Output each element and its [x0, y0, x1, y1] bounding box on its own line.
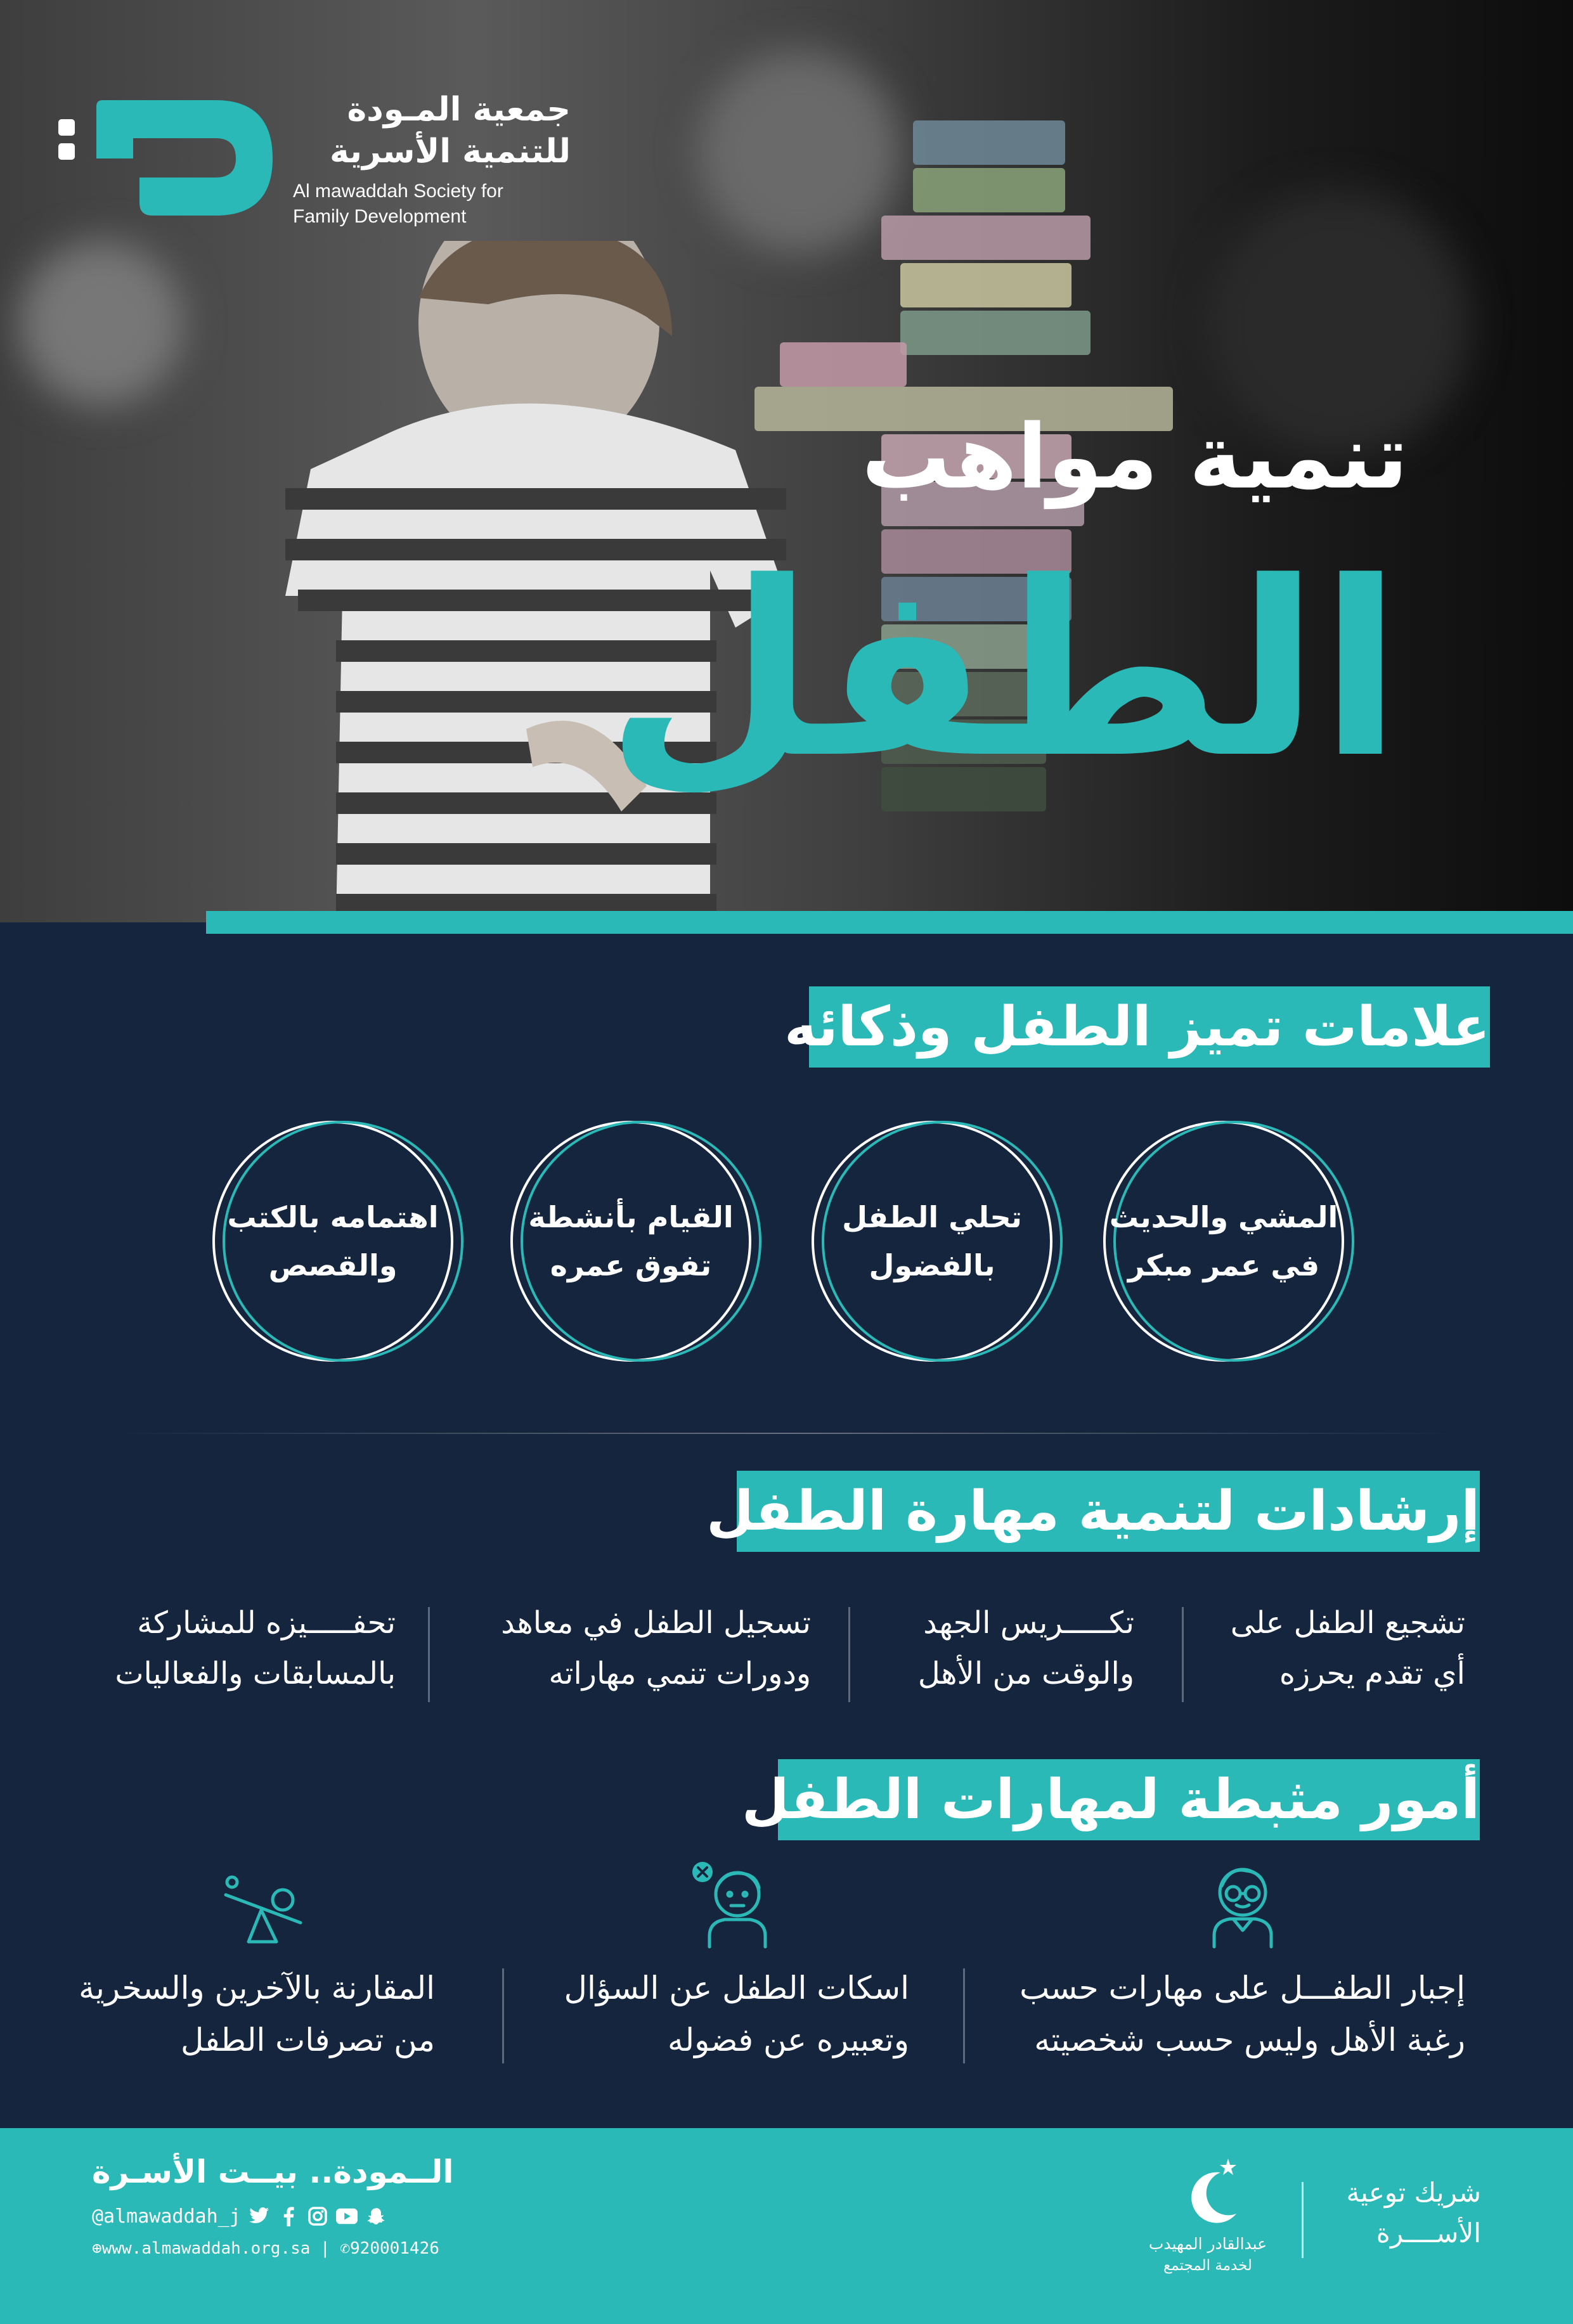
column-separator	[502, 1968, 504, 2063]
sign-line1: تحلي الطفل	[842, 1200, 1022, 1234]
guidance-line2: أي تقدم يحرزه	[1279, 1656, 1465, 1691]
sign-circle	[510, 1121, 764, 1362]
partner-name: عبدالقادر المهيدب	[1148, 2235, 1267, 2253]
youtube-icon[interactable]	[336, 2205, 358, 2227]
discouraging-item	[1020, 1962, 1465, 2066]
guidance-item	[501, 1598, 811, 1699]
sign-text	[510, 1121, 751, 1362]
section-divider	[114, 1433, 1458, 1434]
snapchat-icon[interactable]	[365, 2205, 387, 2227]
sign-line2: والقصص	[268, 1248, 398, 1282]
sign-circle	[1103, 1121, 1357, 1362]
column-separator	[1182, 1607, 1184, 1702]
column-separator	[848, 1607, 850, 1702]
sign-circle	[812, 1121, 1065, 1362]
hero-title: الطفل	[605, 530, 1402, 811]
signs-heading: علامات تميز الطفل وذكائه	[809, 986, 1490, 1068]
guidance-line1: تكـــــريس الجهد	[923, 1605, 1134, 1641]
separator: |	[320, 2239, 340, 2258]
discouraging-item	[79, 1962, 435, 2066]
discouraging-heading: أمور مثبطة لمهارات الطفل	[778, 1759, 1480, 1840]
accent-bar	[206, 911, 1573, 934]
discouraging-line2: وتعبيره عن فضوله	[668, 2022, 909, 2058]
sign-line2: تفوق عمره	[550, 1248, 712, 1282]
footer	[0, 2128, 1573, 2324]
twitter-icon[interactable]	[249, 2205, 270, 2227]
guidance-heading: إرشادات لتنمية مهارة الطفل	[737, 1471, 1480, 1552]
hero-subtitle: تنمية مواهب	[861, 406, 1408, 509]
partner-label	[1347, 2172, 1481, 2254]
footer-slogan: الــمودة.. بيــت الأسـرة	[92, 2153, 454, 2190]
column-separator	[428, 1607, 430, 1702]
partner-subtitle: لخدمة المجتمع	[1163, 2257, 1252, 2274]
background-blur	[19, 241, 184, 406]
discouraging-line2: من تصرفات الطفل	[180, 2022, 435, 2058]
society-name-en-line1: Al mawaddah Society for	[293, 181, 503, 202]
discouraging-line1: اسكات الطفل عن السؤال	[564, 1970, 909, 2006]
society-name-ar-line1: جمعية المـودة	[347, 91, 571, 129]
guidance-line2: بالمسابقات والفعاليات	[115, 1656, 396, 1691]
partner-separator	[1302, 2182, 1304, 2258]
guidance-item	[918, 1598, 1134, 1699]
silenced-child-icon	[688, 1857, 777, 1949]
globe-icon: ⊕	[92, 2239, 102, 2258]
sign-circle	[212, 1121, 466, 1362]
discouraging-line2: رغبة الأهل وليس حسب شخصيته	[1034, 2022, 1465, 2058]
guidance-line1: تحفـــــيزه للمشاركة	[137, 1605, 396, 1641]
society-name-en-line2: Family Development	[293, 206, 467, 227]
partner-label-line1: شريك توعية	[1346, 2177, 1481, 2208]
contact-line	[92, 2239, 439, 2258]
sign-line1: اهتمامه بالكتب	[227, 1200, 439, 1234]
society-name-ar	[292, 89, 571, 172]
sign-line1: المشي والحديث	[1109, 1200, 1338, 1234]
discouraging-item	[564, 1962, 909, 2066]
discouraging-line1: إجبار الطفـــل على مهارات حسب	[1020, 1970, 1465, 2006]
guidance-line1: تسجيل الطفل في معاهد	[501, 1605, 811, 1641]
sign-text	[1103, 1121, 1344, 1362]
phone-icon: ✆	[340, 2239, 351, 2258]
society-name-ar-line2: للتنمية الأسرية	[329, 132, 571, 171]
society-logo-mark	[57, 89, 273, 235]
society-logo	[57, 89, 571, 241]
website-link[interactable]: www.almawaddah.org.sa	[101, 2239, 311, 2258]
guidance-item	[1231, 1598, 1465, 1699]
background-blur	[697, 51, 900, 254]
guidance-line1: تشجيع الطفل على	[1230, 1605, 1465, 1641]
facebook-icon[interactable]	[278, 2205, 299, 2227]
discouraging-line1: المقارنة بالآخرين والسخرية	[79, 1970, 435, 2006]
child-glasses-icon	[1208, 1861, 1278, 1949]
social-handle[interactable]: @almawaddah_j	[92, 2205, 241, 2228]
sign-line1: القيام بأنشطة	[528, 1200, 734, 1234]
seesaw-comparison-icon	[222, 1873, 304, 1946]
column-separator	[963, 1968, 965, 2063]
sign-line2: في عمر مبكر	[1127, 1248, 1320, 1282]
phone-number[interactable]: 920001426	[350, 2239, 439, 2258]
instagram-icon[interactable]	[307, 2205, 328, 2227]
crescent-icon	[1176, 2153, 1246, 2230]
sign-text	[812, 1121, 1052, 1362]
sign-text	[212, 1121, 453, 1362]
guidance-line2: والوقت من الأهل	[917, 1656, 1134, 1691]
guidance-item	[115, 1598, 396, 1699]
hero-banner	[0, 0, 1573, 922]
social-links	[92, 2203, 387, 2230]
society-name-en	[293, 179, 572, 229]
guidance-line2: ودورات تنمي مهاراته	[548, 1656, 811, 1691]
partner-logo	[1138, 2153, 1278, 2299]
partner-label-line2: الأســــرة	[1376, 2217, 1481, 2249]
sign-line2: بالفضول	[869, 1248, 995, 1282]
